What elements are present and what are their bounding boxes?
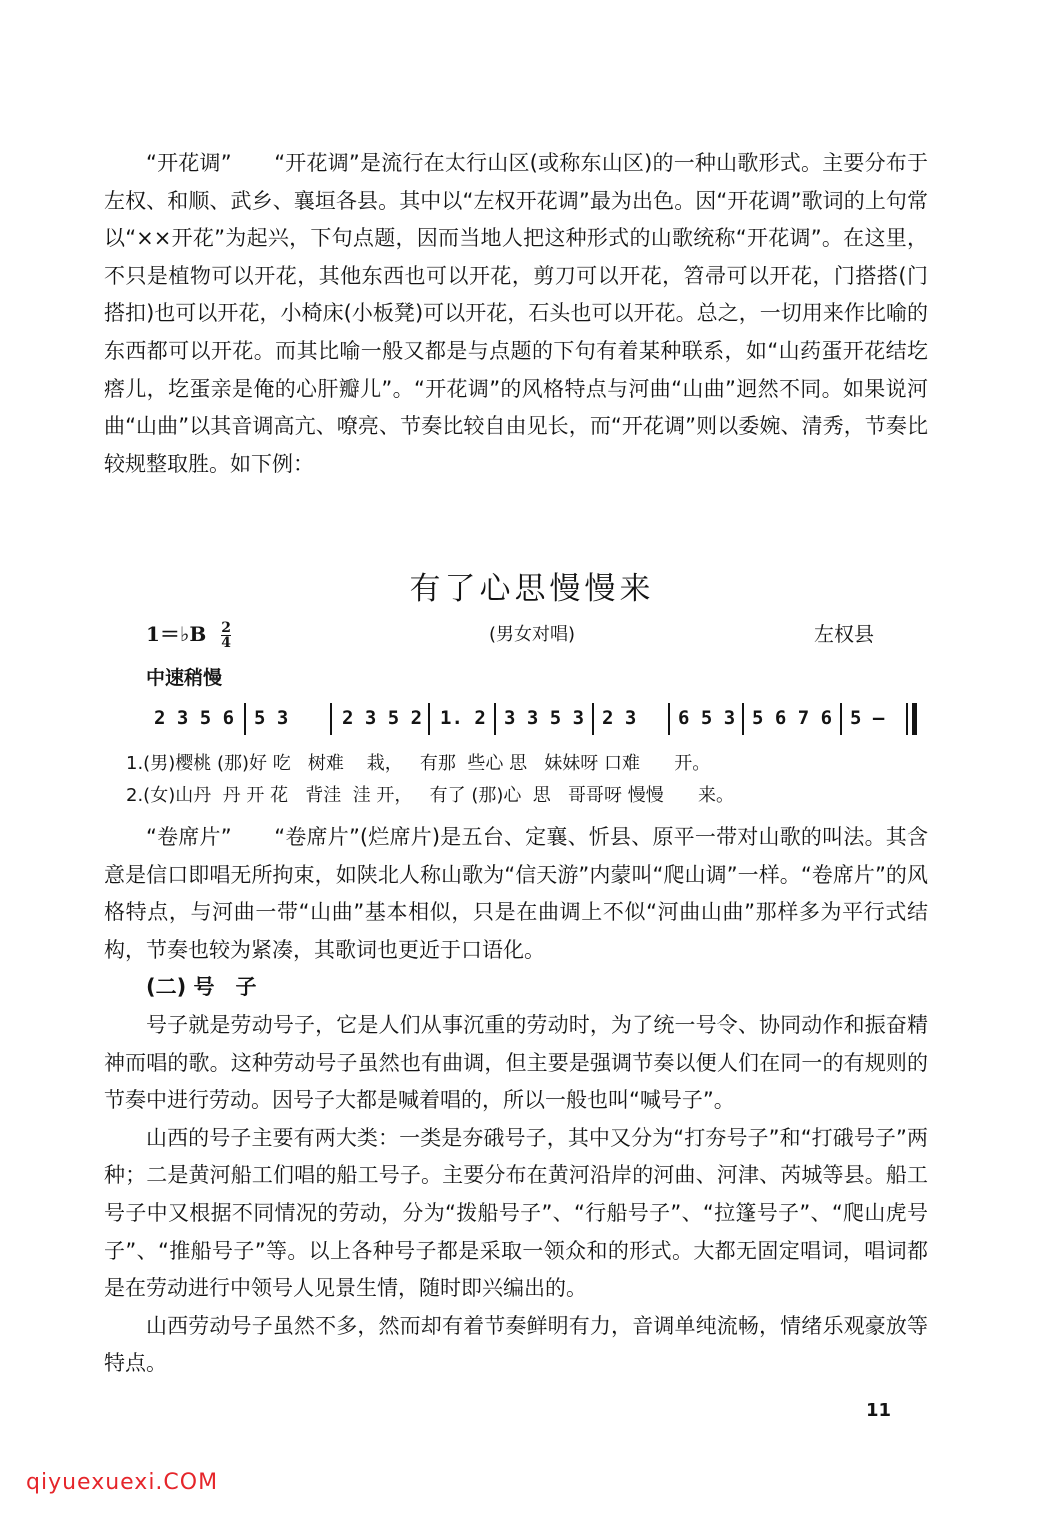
lyric-line-2: 2.(女)山丹 丹 开 花 背洼 洼 开， 有了 (那)心 思 哥哥呀 慢慢 来。 bbox=[126, 785, 735, 806]
haozi-paragraph-2: 山西的号子主要有两大类：一类是夯硪号子，其中又分为“打夯号子”和“打硪号子”两种；二是黄河船工们唱的船工号子。主要分布在黄河沿岸的河曲、河津、芮城等县。船工号子中又根据不同情况的劳动，分为“拨船号子”、“行船号子”、“拉篷号子”、“爬山虎号子”、“推船号子”等。以上各种号子都是采取一领众和的形式。大都无固定唱词，唱词都是在劳动进行中领号人见景生情，随时即兴编出的。 bbox=[104, 1125, 928, 1301]
measure-6: 2 3 bbox=[602, 707, 637, 729]
lyric-line-1: 1.(男)樱桃 (那)好 吃 树难 栽， 有那 些心 思 妹妹呀 口难 开。 bbox=[126, 753, 711, 774]
barline bbox=[592, 703, 594, 735]
barline bbox=[742, 703, 744, 735]
haozi-paragraph-3: 山西劳动号子虽然不多，然而却有着节奏鲜明有力，音调单纯流畅，情绪乐观豪放等特点。 bbox=[104, 1313, 928, 1376]
body-paragraph-block bbox=[104, 819, 928, 1383]
measure-2: 5 3 bbox=[254, 707, 289, 729]
performers-label: (男女对唱) bbox=[488, 624, 576, 645]
tempo-marking: 中速稍慢 bbox=[146, 667, 223, 689]
kaihuadiao-paragraph: “开花调” “开花调”是流行在太行山区(或称东山区)的一种山歌形式。主要分布于左权、和顺、武乡、襄垣各县。其中以“左权开花调”最为出色。因“开花调”歌词的上句常以“××开花”为起兴，下句点题，因而当地人把这种形式的山歌统称“开花调”。在这里，不只是植物可以开花，其他东西也可以开花，剪刀可以开花，笤帚可以开花，门搭搭(门搭扣)也可以开花，小椅床(小板凳)可以开花，石头也可以开花。总之，一切用来作比喻的东西都可以开花。而其比喻一般又都是与点题的下句有着某种联系，如“山药蛋开花结圪瘩儿，圪蛋亲是俺的心肝瓣儿”。“开花调”的风格特点与河曲“山曲”迥然不同。如果说河曲“山曲”以其音调高亢、嘹亮、节奏比较自由见长，而“开花调”则以委婉、清秀，节奏比较规整取胜。如下例： bbox=[104, 151, 928, 476]
measure-8: 5 6 7 6 bbox=[752, 707, 833, 729]
key-label: 1＝♭B bbox=[146, 622, 207, 646]
song-title: 有了心思慢慢来 bbox=[409, 571, 655, 607]
measure-5: 3 3 5 3 bbox=[504, 707, 585, 729]
final-barline-thin bbox=[906, 703, 908, 735]
measure-7: 6 5 3 bbox=[678, 707, 736, 729]
watermark bbox=[26, 1470, 218, 1495]
page-number: 11 bbox=[866, 1400, 892, 1421]
watermark-text: qiyuexuexi.COM bbox=[26, 1470, 219, 1495]
jianpu-notation bbox=[150, 703, 920, 739]
haozi-paragraph-1: 号子就是劳动号子，它是人们从事沉重的劳动时，为了统一号令、协同动作和振奋精神而唱的歌。这种劳动号子虽然也有曲调，但主要是强调节奏以便人们在同一的有规则的节奏中进行劳动。因号子大都是喊着唱的，所以一般也叫“喊号子”。 bbox=[104, 1012, 928, 1113]
juanxipian-paragraph: “卷席片” “卷席片”(烂席片)是五台、定襄、忻县、原平一带对山歌的叫法。其含意是信口即唱无所拘束，如陕北人称山歌为“信天游”内蒙叫“爬山调”一样。“卷席片”的风格特点，与河曲一带“山曲”基本相似，只是在曲调上不似“河曲山曲”那样多为平行式结构，节奏也较为紧凑，其歌词也更近于口语化。 bbox=[104, 825, 928, 962]
barline bbox=[330, 703, 332, 735]
time-bottom: 4 bbox=[221, 635, 231, 651]
barline bbox=[494, 703, 496, 735]
measure-4: 1. 2 bbox=[440, 707, 486, 729]
time-top: 2 bbox=[221, 620, 231, 636]
barline bbox=[428, 703, 430, 735]
barline bbox=[840, 703, 842, 735]
final-barline-thick bbox=[912, 703, 917, 735]
measure-1: 2 3 5 6 bbox=[154, 707, 235, 729]
song-origin: 左权县 bbox=[814, 622, 874, 646]
section-heading: (二) 号 子 bbox=[146, 975, 257, 1000]
measure-9: 5 – bbox=[850, 707, 885, 729]
measure-3: 2 3 5 2 bbox=[342, 707, 423, 729]
intro-paragraph-block bbox=[104, 145, 928, 483]
barline bbox=[668, 703, 670, 735]
barline bbox=[244, 703, 246, 735]
